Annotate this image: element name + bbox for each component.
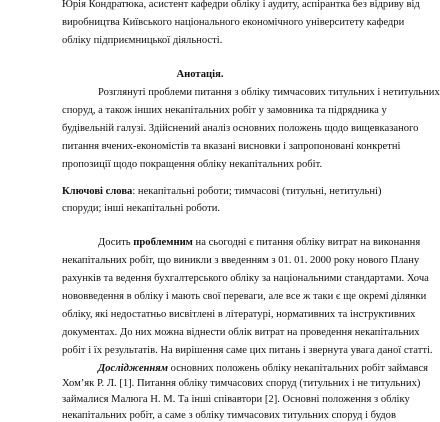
para1-line-4: нововведення в обліку і мають свої переваги, але все ж таки є ще окремі ділянки (62, 291, 427, 302)
para1-line-6: документах. До них можна віднести облік витрат на проведення некапітальних (62, 327, 420, 338)
abstract-line-1: Розглянуті проблеми питання з обліку тимчасових титульних і нетитульних (98, 87, 440, 98)
abstract-line-5: пропозиції щодо покращення обліку некапітальних робіт. (62, 159, 323, 170)
para1-line-2: некапітальних робіт, що виникли з введенням з 01. 01. 2000 року нового Плану (62, 255, 420, 266)
keywords-line-1 (62, 186, 381, 198)
keywords-text: : некапітальні роботи; тимчасові (титульні, нетитульні) (132, 186, 382, 197)
keywords-line-2: споруди; інші некапітальні роботи. (62, 203, 221, 214)
para2-line-1: Дослідженням основних положень обліку некапітальних робіт займався (98, 363, 429, 374)
para2-bold-term: Дослідженням (98, 363, 168, 374)
para2-line-3: займалися Малюга Н. М. Та інші співавтори [2]. Основні положення з обліку (62, 394, 410, 405)
para1-bold-term: проблемним (133, 237, 193, 248)
para1-line-7: робіт і їх результатів. На вирішення саме цих питань і звернута увага даної статті. (62, 345, 433, 356)
para1-line-5: обліку, які недостатньо висвітлені в літературі, нормативних та інструктивних (62, 309, 416, 320)
para2-line-2: Хом’як Р. Л. [1]. Питання обліку тимчасових споруд (титульних і не титульних) (62, 378, 421, 389)
abstract-line-4: питання вчених-економістів та вказані висновки і запропоновані конкретні (62, 141, 401, 152)
intro-line-2: виробництва Київського національного економічного університету кафедри (62, 17, 405, 28)
para1-line-3: рахунків та ведення бухгалтерського обліку за національними стандартами. Хоча (62, 273, 429, 284)
abstract-heading: Анотація. (176, 69, 224, 80)
para1-line-1: Досить проблемним на сьогодні є питання обліку витрат на виконання (98, 237, 421, 248)
abstract-line-2: споруд, а також інших некапітальних робіт у замовника та підрядника у (62, 105, 387, 116)
intro-line-1: Юрія Кондратюка, асистент кафедри обліку і аудиту, аспірантка без відриву від (62, 0, 420, 10)
keywords-label: Ключові слова (62, 186, 133, 197)
abstract-line-3: будівельній галузі. Здійснений аналіз основних положень щодо вищевказаного (62, 123, 419, 134)
intro-line-3: обліку підприємницької діяльності. (62, 35, 223, 46)
para2-line-4: некапітальних робіт, а саме з обліку тимчасових титульних споруд і будов (62, 410, 396, 421)
